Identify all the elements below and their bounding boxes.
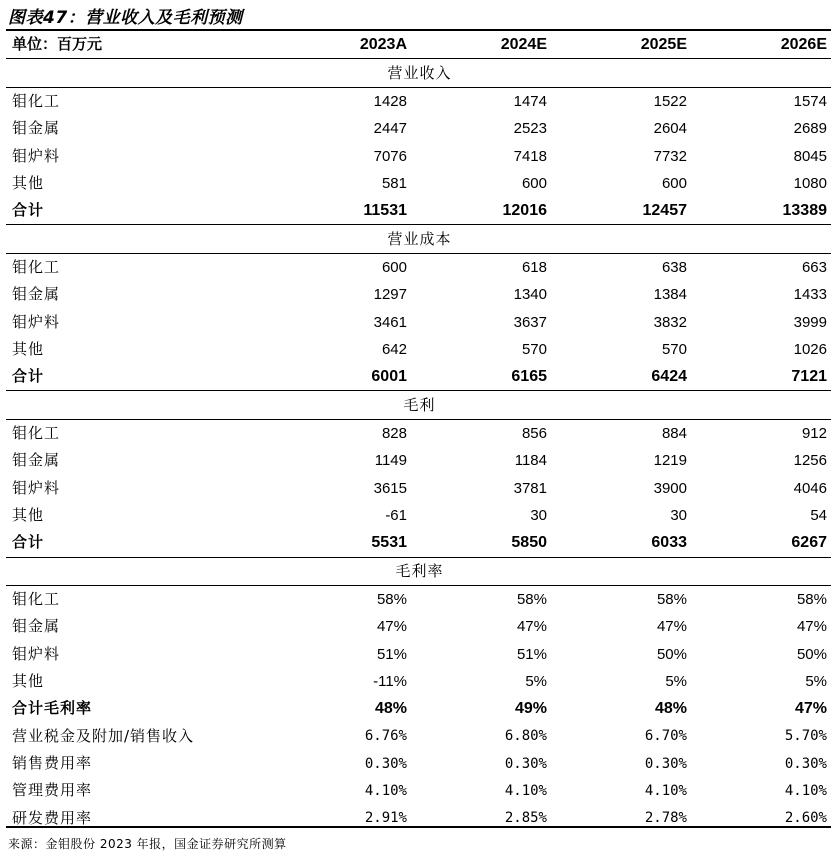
table-row [6, 336, 831, 363]
value-cell-2023a: 11531 [271, 197, 411, 225]
value-cell-2023a: 58% [376, 591, 407, 609]
value-cell-2024e: 570 [521, 340, 547, 358]
value-cell-2024e: 856 [521, 424, 547, 442]
row-label: 钼炉料 [12, 478, 61, 497]
year-header-2024e: 2024E [411, 31, 551, 59]
value-cell-2023a: 0.30% [364, 755, 407, 772]
row-label: 钼金属 [12, 617, 61, 636]
value-cell-2025e: 3832 [653, 313, 687, 331]
total-label: 合计 [6, 529, 271, 557]
value-cell-2026e: 3999 [793, 313, 827, 331]
unit-label: 单位：百万元 [6, 31, 271, 59]
value-cell-2026e: 1080 [793, 174, 827, 192]
row-label: 钼炉料 [12, 312, 61, 331]
value-cell-2023a: 3615 [373, 479, 407, 497]
table-row [6, 253, 831, 281]
row-label: 其他 [12, 672, 45, 691]
value-cell-2025e: 884 [661, 424, 687, 442]
value-cell-2026e: 50% [796, 645, 827, 663]
table-row [6, 475, 831, 502]
value-cell-2025e: 4.10% [644, 782, 687, 799]
value-cell-2023a: 5531 [271, 529, 411, 557]
value-cell-2023a: 48% [374, 699, 407, 717]
row-label: 管理费用率 [12, 781, 93, 800]
table-row [6, 170, 831, 197]
value-cell-2026e: 1026 [793, 340, 827, 358]
year-header-2025e: 2025E [551, 31, 691, 59]
figure-title: 图表47：营业收入及毛利预测 [8, 8, 243, 28]
value-cell-2025e: 570 [661, 340, 687, 358]
table-row [6, 87, 831, 115]
value-cell-2023a: 2.91% [364, 810, 407, 827]
value-cell-2025e: 0.30% [644, 755, 687, 772]
value-cell-2025e: 7732 [653, 147, 687, 165]
value-cell-2023a: 47% [376, 618, 407, 636]
total-row [6, 363, 831, 391]
value-cell-2024e: 12016 [411, 197, 551, 225]
value-cell-2026e: 2.60% [784, 810, 827, 827]
table-row [6, 115, 831, 142]
value-cell-2026e: 47% [796, 618, 827, 636]
value-cell-2026e: 47% [794, 699, 827, 717]
row-label: 钼金属 [12, 285, 61, 304]
value-cell-2023a: 7076 [373, 147, 407, 165]
value-cell-2024e: 30 [530, 507, 547, 525]
value-cell-2026e: 7121 [691, 363, 831, 391]
value-cell-2023a: 1149 [374, 452, 407, 470]
bottom-rule [6, 826, 831, 828]
forecast-table [6, 31, 831, 832]
value-cell-2023a: 581 [381, 174, 407, 192]
value-cell-2023a: 6001 [271, 363, 411, 391]
value-cell-2025e: 2604 [653, 120, 687, 138]
value-cell-2023a: 600 [381, 258, 407, 276]
value-cell-2024e: 49% [514, 699, 547, 717]
value-cell-2025e: 30 [670, 507, 687, 525]
value-cell-2026e: 4.10% [784, 782, 827, 799]
value-cell-2025e: 47% [656, 618, 687, 636]
value-cell-2026e: 1256 [793, 452, 827, 470]
row-label: 钼化工 [12, 423, 61, 442]
value-cell-2024e: 600 [521, 174, 547, 192]
value-cell-2024e: 1340 [513, 286, 547, 304]
value-cell-2024e: 5% [525, 673, 547, 691]
total-row [6, 695, 831, 722]
value-cell-2023a: -61 [385, 507, 407, 525]
value-cell-2025e: 3900 [653, 479, 687, 497]
source-note: 来源：金钼股份 2023 年报，国金证券研究所测算 [8, 837, 287, 851]
value-cell-2025e: 6033 [551, 529, 691, 557]
table-row [6, 613, 831, 640]
section-heading-row [6, 225, 831, 253]
table-row [6, 502, 831, 529]
value-cell-2024e: 47% [516, 618, 547, 636]
value-cell-2024e: 1184 [514, 452, 547, 470]
row-label: 营业税金及附加/销售收入 [12, 726, 195, 745]
value-cell-2023a: 6.76% [364, 728, 407, 745]
row-label: 钼化工 [12, 590, 61, 609]
value-cell-2025e: 2.78% [644, 810, 687, 827]
value-cell-2023a: 1297 [373, 286, 407, 304]
table-row [6, 447, 831, 474]
year-header-2023a: 2023A [271, 31, 411, 59]
section-heading: 营业收入 [6, 59, 831, 87]
value-cell-2026e: 13389 [691, 197, 831, 225]
value-cell-2023a: 642 [381, 340, 407, 358]
value-cell-2025e: 48% [654, 699, 687, 717]
table-row [6, 142, 831, 169]
table-row [6, 641, 831, 668]
total-label: 合计毛利率 [12, 699, 93, 718]
row-label: 其他 [12, 506, 45, 525]
ratio-row [6, 750, 831, 777]
value-cell-2024e: 6165 [411, 363, 551, 391]
section-heading-row [6, 59, 831, 87]
value-cell-2024e: 5850 [411, 529, 551, 557]
table-row [6, 281, 831, 308]
table-row [6, 668, 831, 695]
value-cell-2025e: 12457 [551, 197, 691, 225]
value-cell-2025e: 1219 [653, 452, 687, 470]
value-cell-2025e: 5% [665, 673, 687, 691]
value-cell-2024e: 3781 [513, 479, 547, 497]
value-cell-2026e: 0.30% [784, 755, 827, 772]
value-cell-2024e: 4.10% [504, 782, 547, 799]
value-cell-2024e: 3637 [513, 313, 547, 331]
value-cell-2023a: -11% [373, 673, 407, 691]
value-cell-2024e: 2.85% [504, 810, 547, 827]
row-label: 销售费用率 [12, 754, 93, 773]
value-cell-2024e: 58% [516, 591, 547, 609]
section-heading-row [6, 391, 831, 419]
value-cell-2026e: 2689 [793, 120, 827, 138]
row-label: 其他 [12, 173, 45, 192]
year-header-2026e: 2026E [691, 31, 831, 59]
table-row [6, 308, 831, 335]
ratio-row [6, 777, 831, 804]
value-cell-2026e: 6267 [691, 529, 831, 557]
header-row [6, 31, 831, 59]
value-cell-2026e: 663 [801, 258, 827, 276]
row-label: 钼化工 [12, 257, 61, 276]
value-cell-2026e: 58% [796, 591, 827, 609]
ratio-row [6, 723, 831, 750]
value-cell-2025e: 6.70% [644, 728, 687, 745]
row-label: 钼炉料 [12, 644, 61, 663]
table-row [6, 419, 831, 447]
row-label: 其他 [12, 339, 45, 358]
value-cell-2025e: 638 [661, 258, 687, 276]
row-label: 钼炉料 [12, 146, 61, 165]
section-heading: 营业成本 [6, 225, 831, 253]
value-cell-2025e: 6424 [551, 363, 691, 391]
row-label: 研发费用率 [12, 808, 93, 827]
section-heading: 毛利率 [6, 557, 831, 585]
section-heading-row [6, 557, 831, 585]
value-cell-2023a: 51% [376, 645, 407, 663]
value-cell-2023a: 1428 [373, 92, 407, 110]
value-cell-2025e: 600 [661, 174, 687, 192]
value-cell-2023a: 4.10% [364, 782, 407, 799]
total-label: 合计 [6, 197, 271, 225]
value-cell-2023a: 2447 [373, 120, 407, 138]
total-row [6, 197, 831, 225]
value-cell-2026e: 54 [810, 507, 827, 525]
value-cell-2024e: 7418 [513, 147, 547, 165]
value-cell-2026e: 5.70% [784, 728, 827, 745]
row-label: 钼金属 [12, 119, 61, 138]
table-row [6, 585, 831, 613]
value-cell-2023a: 828 [381, 424, 407, 442]
total-label: 合计 [6, 363, 271, 391]
value-cell-2025e: 58% [656, 591, 687, 609]
value-cell-2026e: 8045 [793, 147, 827, 165]
value-cell-2026e: 912 [801, 424, 827, 442]
value-cell-2026e: 4046 [793, 479, 827, 497]
section-heading: 毛利 [6, 391, 831, 419]
value-cell-2025e: 1522 [653, 92, 687, 110]
value-cell-2024e: 6.80% [504, 728, 547, 745]
value-cell-2024e: 51% [516, 645, 547, 663]
row-label: 钼化工 [12, 91, 61, 110]
value-cell-2025e: 50% [656, 645, 687, 663]
value-cell-2024e: 1474 [513, 92, 547, 110]
value-cell-2024e: 0.30% [504, 755, 547, 772]
value-cell-2026e: 1574 [793, 92, 827, 110]
value-cell-2024e: 2523 [513, 120, 547, 138]
row-label: 钼金属 [12, 451, 61, 470]
value-cell-2026e: 1433 [793, 286, 827, 304]
value-cell-2024e: 618 [521, 258, 547, 276]
value-cell-2026e: 5% [805, 673, 827, 691]
forecast-table-body [6, 31, 831, 832]
total-row [6, 529, 831, 557]
value-cell-2023a: 3461 [373, 313, 407, 331]
value-cell-2025e: 1384 [653, 286, 687, 304]
